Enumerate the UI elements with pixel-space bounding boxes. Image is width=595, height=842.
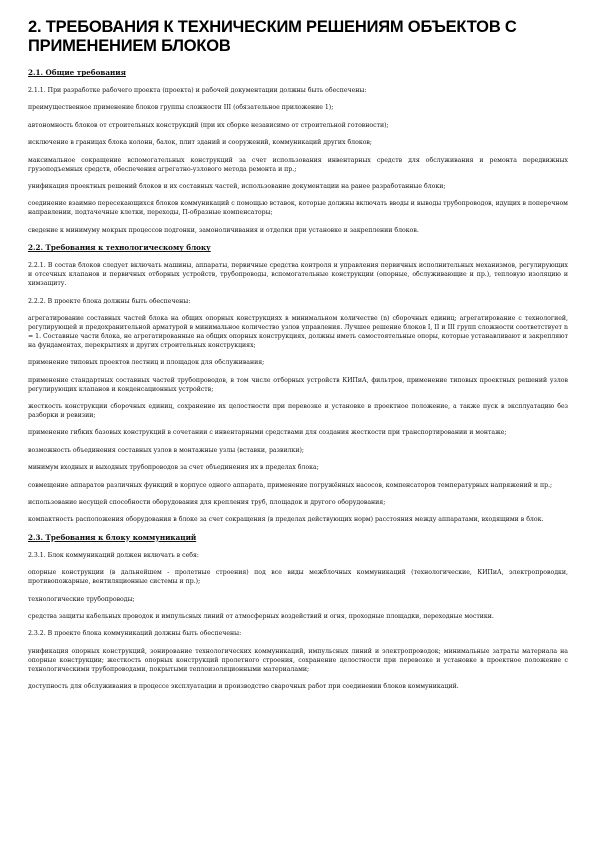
paragraph: исключение в границах блока колонн, балок, плит зданий и сооружений, коммуникаций других блоков; [28,139,373,147]
paragraph: использование несущей способности оборудования для крепления труб, площадок и другого оборудования; [28,499,386,507]
paragraph: компактность расположения оборудования в блоке за счет сокращения (в пределах действующих норм) расстояния между аппаратами, входящими в блок. [28,516,544,524]
paragraph: жесткость конструкции сборочных единиц, сохранение их целостности при перевозке и установке в проектное положение, а также пуск в эксплуатацию без разборки и ревизии; [28,403,568,420]
section-heading-general: 2.1. Общие требования [28,68,126,77]
paragraph: опорные конструкции (в дальнейшем - пролетные строения) под все виды межблочных коммуникаций (технологические, КИПиА, электропроводки, противопожарные, вентиляционные системы и пр.); [28,569,568,586]
paragraph: преимущественное применение блоков группы сложности III (обязательное приложение 1); [28,104,334,112]
document-page [28,18,568,700]
paragraph: применение типовых проектов лестниц и площадок для обслуживания; [28,359,265,367]
paragraph: 2.2.2. В проекте блока должны быть обеспечены: [28,297,191,305]
paragraph: совмещение аппаратов различных функций в корпусе одного аппарата, применение погружённых насосов, компенсаторов температурных напряжений и пр.; [28,481,553,489]
paragraph: возможность объединения составных узлов в монтажные узлы (вставки, развилки); [28,446,305,454]
section-heading-technological-block: 2.2. Требования к технологическому блоку [28,243,211,253]
paragraph: автономность блоков от строительных конструкций (при их сборке независимо от строительной готовности); [28,121,389,129]
document-title: 2. ТРЕБОВАНИЯ К ТЕХНИЧЕСКИМ РЕШЕНИЯМ ОБЪЕКТОВ С ПРИМЕНЕНИЕМ БЛОКОВ [28,18,517,55]
paragraph: доступность для обслуживания в процессе эксплуатации и производство сварочных работ при соединении блоков коммуникаций. [28,683,459,691]
paragraph: минимум входных и выходных трубопроводов за счет объединения их в пределах блока; [28,464,319,472]
paragraph: 2.3.2. В проекте блока коммуникаций должны быть обеспечены: [28,630,242,638]
paragraph: средства защиты кабельных проводок и импульсных линий от атмосферных воздействий и огня, проходные площадки, переходные мостики. [28,612,494,620]
paragraph: 2.3.1. Блок коммуникаций должен включать в себя: [28,551,199,559]
paragraph: агрегатирование составных частей блока на общих опорных конструкциях в минимальном количестве (n) сборочных единиц; агрегатирование с технологией, регулирующей и предохранительной арматурой в минимальное количество узлов управления. Лучшее решение блоков I, II и III групп сложности соответствует n = 1. Составные части блока, не агрегатированные на общих опорных конструкциях, должны иметь самостоятельные опоры, которые устанавливают и закрепляют на фундаментах, перекрытиях и других строительных конструкциях; [28,314,568,349]
paragraph: максимальное сокращение вспомогательных конструкций за счет использования инвентарных средств для обслуживания и ремонта передвижных грузоподъемных средств, обеспечения агрегатно-узлового метода ремонта и пр.; [28,156,568,173]
paragraph: 2.1.1. При разработке рабочего проекта (проекта) и рабочей документации должны быть обеспечены: [28,87,367,94]
paragraph: унификация проектных решений блоков и их составных частей, использование документации на ранее разработанные блоки; [28,182,446,190]
paragraph: применение стандартных составных частей трубопроводов, в том числе отборных устройств КИПиА, фильтров, применение типовых проектных решений узлов регулирующих клапанов и конденсационных устройств; [28,376,568,393]
paragraph: сведение к минимуму мокрых процессов подгонки, замоноличивания и отделки при установке и закреплении блоков. [28,226,419,234]
paragraph: применение гибких базовых конструкций в сочетании с инвентарными средствами для создания жесткости при транспортировании и монтаже; [28,429,507,437]
paragraph: 2.2.1. В состав блоков следует включать машины, аппараты, первичные средства контроля и управления первичных исполнительных механизмов, регулирующих и отсечных клапанов и первичных отборных устройств, трубопроводы, вспомогательные конструкции (опорные, обслуживающие и пр.), тепловую изоляцию и химзащиту. [28,262,568,288]
paragraph: соединение взаимно пересекающихся блоков коммуникаций с помощью вставок, которые должны включать вводы и выводы трубопроводов, идущих в поперечном направлении, подтачечные клетки, переходы, П-образные компенсаторы; [28,200,568,217]
paragraph: унификация опорных конструкций, зонирование технологических коммуникаций, импульсных линий и электропроводок; минимальные затраты материала на опорные конструкции; жесткость опорных конструкций пролетного строения, сохранение целостности при перевозке и установке в проектное положение с технологическими трубопроводами, покрытыми теплоизоляционными материалами; [28,647,568,673]
paragraph: технологические трубопроводы; [28,595,135,603]
section-heading-communications-block: 2.3. Требования к блоку коммуникаций [28,532,197,542]
